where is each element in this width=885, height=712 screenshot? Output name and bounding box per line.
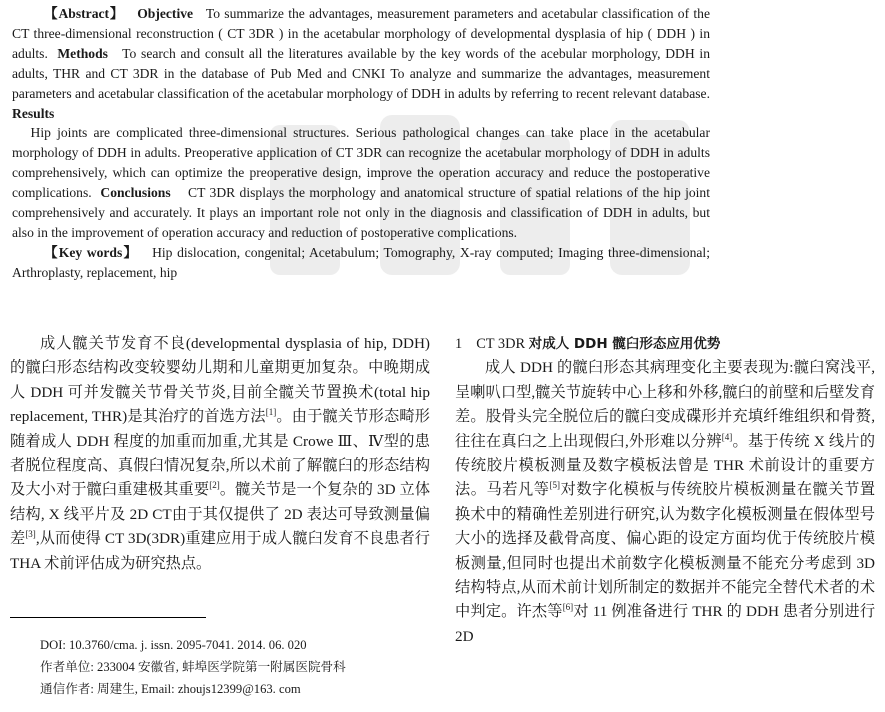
abstract-body: [12, 4, 710, 243]
intro-text-1: 成人髋关节发育不良(developmental dysplasia of hip, DDH)的髋臼形态结构改变较婴幼儿期和儿童期更加复杂。中晚期成人 DDH 可并发髋关节骨关节炎,目前全髋关节置换术(total hip replacement, THR)是其治疗的首选方法: [10, 335, 430, 426]
keywords-label: 【Key words】: [44, 244, 139, 260]
methods-label: Methods: [57, 45, 108, 61]
section-text-2: 。基于传统 X 线片的传统胶片模板测量及数字模板法曾是 THR 术前设计的重要方法。马若凡等: [455, 432, 876, 499]
intro-text-4: ,从而使得 CT 3D(3DR)重建应用于成人髋臼发育不良患者行 THA 术前评估成为研究热点。: [10, 530, 430, 572]
section-text-4: 对 11 例准备进行 THR 的 DDH 患者分别进行 2D: [455, 603, 876, 645]
citation-3[interactable]: [3]: [25, 529, 36, 540]
conclusions-text: CT 3DR displays the morphology and anatomical structure of spatial relations of the hip joint comprehensively and accurately. It plays an important role not only in the diagnosis and classification of DDH in adults, but also in the improvement of operation accuracy and reduction of postoperative complications.: [12, 185, 711, 240]
intro-text-3: 。髋关节是一个复杂的 3D 立体结构, X 线平片及 2D CT由于其仅提供了 2D 表达可导致测量偏差: [10, 481, 431, 548]
section-text-1: 成人 DDH 的髋臼形态其病理变化主要表现为:髋臼窝浅平,呈喇叭口型,髋关节旋转中心上移和外移,髋臼的前壁和后壁发育差。股骨头完全脱位后的髋臼变成碟形并充填纤维组织和骨赘,往往在真臼之上出现假臼,外形难以分辨: [455, 359, 875, 450]
results-text: Hip joints are complicated three-dimensional structures. Serious pathological changes can take place in the acetabular morphology of DDH in adults. Preoperative application of CT 3DR can recognize the acetabular morphology of DDH in adults comprehensively, which can optimize the preoperative design, improve the operation accuracy and reduce the postoperative complications.: [12, 125, 710, 201]
keywords: [12, 243, 710, 283]
section-number: 1: [455, 336, 463, 352]
intro-paragraph: [10, 332, 430, 576]
correspondence-line: 通信作者: 周建生, Email: zhoujs12399@163. com: [40, 682, 301, 696]
results-label: Results: [12, 105, 55, 121]
section-paragraph: [455, 356, 875, 649]
footnote-divider: [10, 617, 206, 618]
footnotes: [40, 634, 440, 700]
section-text-3: 对数字化模板与传统胶片模板测量在髋关节置换术中的精确性差别进行研究,认为数字化模板测量在假体型号大小的选择及截骨高度、偏心距的设定方面均优于传统胶片模板测量,但同时也提出术前数字化模板测量不能充分考虑到 3D 结构特点,从而术前计划所制定的数据并不能完全替代术者的术中判定。许杰等: [455, 481, 875, 621]
doi-line: DOI: 10.3760/cma. j. issn. 2095-7041. 2014. 06. 020: [40, 638, 307, 652]
left-column: [10, 332, 430, 576]
citation-4[interactable]: [4]: [721, 431, 733, 442]
citation-2[interactable]: [2]: [209, 480, 220, 491]
citation-1[interactable]: [1]: [265, 407, 277, 418]
keywords-text: Hip dislocation, congenital; Acetabulum; Tomography, X-ray computed; Imaging three-dimensional; Arthroplasty, replacement, hip: [12, 244, 710, 280]
abstract-label: 【Abstract】: [44, 6, 125, 21]
affiliation-line: 作者单位: 233004 安徽省, 蚌埠医学院第一附属医院骨科: [40, 660, 346, 674]
methods-text: To search and consult all the literatures available by the key words of the acebular morphology, DDH in adults, THR and CT 3DR in the database of Pub Med and CNKI To analyze and summarize the advantages, measurement parameters and acetabular classification of the acetabular morphology of DDH in adults by referring to recent relevant database.: [12, 45, 710, 101]
conclusions-label: Conclusions: [100, 185, 171, 201]
section-heading: [455, 332, 875, 356]
citation-6[interactable]: [6]: [562, 602, 574, 613]
objective-text: To summarize the advantages, measurement parameters and acetabular classification of the CT three-dimensional reconstruction ( CT 3DR ) in the acetabular morphology of developmental dysplasia of hip ( DDH ) in adults.: [12, 6, 710, 61]
intro-text-2: 。由于髋关节形态畸形随着成人 DDH 程度的加重而加重,尤其是 Crowe Ⅲ、Ⅳ型的患者脱位程度高、真假臼情况复杂,所以术前了解髋臼的形态结构及大小对于髋臼重建极其重要: [10, 408, 430, 499]
right-column: [455, 332, 875, 649]
english-abstract: [12, 4, 710, 283]
section-title-zh: 对成人 DDH 髋臼形态应用优势: [528, 336, 721, 352]
citation-5[interactable]: [5]: [549, 480, 560, 491]
section-title-en: CT 3DR: [476, 336, 526, 352]
objective-label: Objective: [137, 6, 194, 21]
